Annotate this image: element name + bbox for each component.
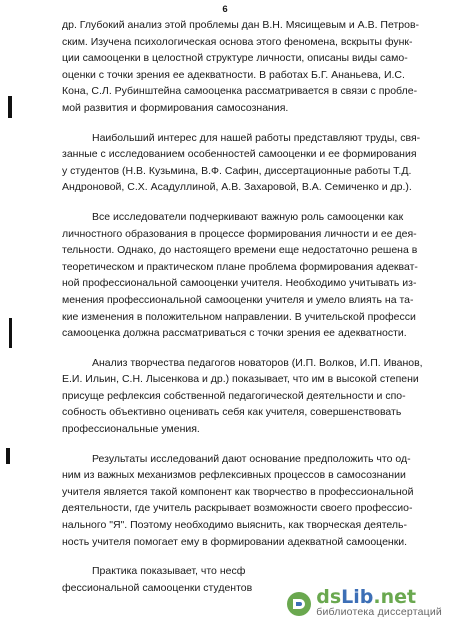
text-line: теоретическом и практическом плане проблема формирования адекват- [62, 260, 418, 273]
text-line: нального "Я". Поэтому необходимо выяснить, как творческая деятель- [62, 519, 407, 532]
text-line: Результаты исследований дают основание предположить что од- [92, 452, 411, 465]
text-line: Наибольший интерес для нашей работы представляют труды, свя- [92, 131, 421, 144]
text-line: тельности. Однако, до настоящего времени еще недостаточно решена в [62, 244, 418, 257]
text-line: фессиональной самооценки студентов [62, 581, 253, 594]
text-line: оценки с точки зрения ее адекватности. В работах Б.Г. Ананьева, И.С. [62, 68, 405, 81]
text-line: менения профессиональной самооценки учителя и умело влиять на та- [62, 293, 414, 306]
dslib-logo-icon [286, 591, 312, 617]
page-number: 6 [222, 4, 228, 15]
text-line: Все исследователи подчеркивают важную роль самооценки как [92, 210, 404, 223]
paragraph [62, 130, 434, 196]
text-line: Кона, С.Л. Рубинштейна самооценка рассматривается в связи с пробле- [62, 85, 418, 98]
paragraph [62, 355, 434, 438]
text-line: кие изменения в положительном направлении. В учительской професси [62, 310, 416, 323]
body-text [62, 17, 434, 609]
dslib-watermark[interactable] [282, 586, 446, 620]
paragraph [62, 209, 434, 342]
text-line: профессиональные умения. [62, 423, 200, 436]
text-line: у студентов (Н.В. Кузьмина, В.Ф. Сафин, диссертационные работы Т.Д. [62, 164, 412, 177]
text-line: мой развития и формирования самосознания. [62, 101, 289, 114]
dslib-brand [316, 585, 442, 608]
scan-artifact-bottom [6, 448, 10, 464]
text-line: присуще рефлексия собственной педагогической деятельности и спо- [62, 389, 406, 402]
text-line: ции самооценки в целостной структуре личности, описаны виды само- [62, 52, 408, 65]
text-line: ским. Изучена психологическая основа этого феномена, вскрыты функ- [62, 35, 413, 48]
dslib-subtitle: библиотека диссертаций [316, 605, 442, 618]
text-line: Анализ творчества педагогов новаторов (И.П. Волков, И.П. Иванов, [92, 356, 423, 369]
text-line: др. Глубокий анализ этой проблемы дан В.Н. Мясищевым и А.В. Петров- [62, 19, 420, 31]
text-line: Андроновой, С.Х. Асадуллиной, А.В. Захаровой, В.А. Семиченко и др.). [62, 181, 412, 194]
brand-tld: .net [373, 585, 417, 608]
text-line: ной профессиональной самооценки учителя. Необходимо учитывать из- [62, 277, 417, 290]
text-line: личностного образования в процессе формирования личности и ее дея- [62, 227, 417, 240]
paragraph [62, 451, 434, 551]
brand-accent: Lib [341, 585, 374, 608]
text-line: ность учителя помогает ему в формировании адекватной самооценки. [62, 535, 408, 548]
text-line: ним из важных механизмов рефлексивных процессов в самосознании [62, 469, 406, 482]
text-line: деятельности, где учитель раскрывает возможности своего профессио- [62, 502, 413, 515]
text-line: учителя является такой компонент как творчество в профессиональной [62, 485, 414, 498]
text-line: собность объективно оценивать себя как учителя, совершенствовать [62, 406, 402, 419]
paragraph [62, 17, 434, 117]
scan-artifact-middle [9, 318, 12, 348]
scan-artifact-top [8, 96, 12, 118]
text-line: Е.И. Ильин, С.Н. Лысенкова и др.) показывает, что им в высокой степени [62, 373, 419, 386]
brand-main: ds [316, 585, 342, 608]
text-line: занные с исследованием особенностей самооценки и ее формирования [62, 148, 417, 161]
text-line: Практика показывает, что несф [92, 565, 246, 578]
text-line: самооценка должна рассматриваться с точки зрения ее адекватности. [62, 327, 407, 340]
